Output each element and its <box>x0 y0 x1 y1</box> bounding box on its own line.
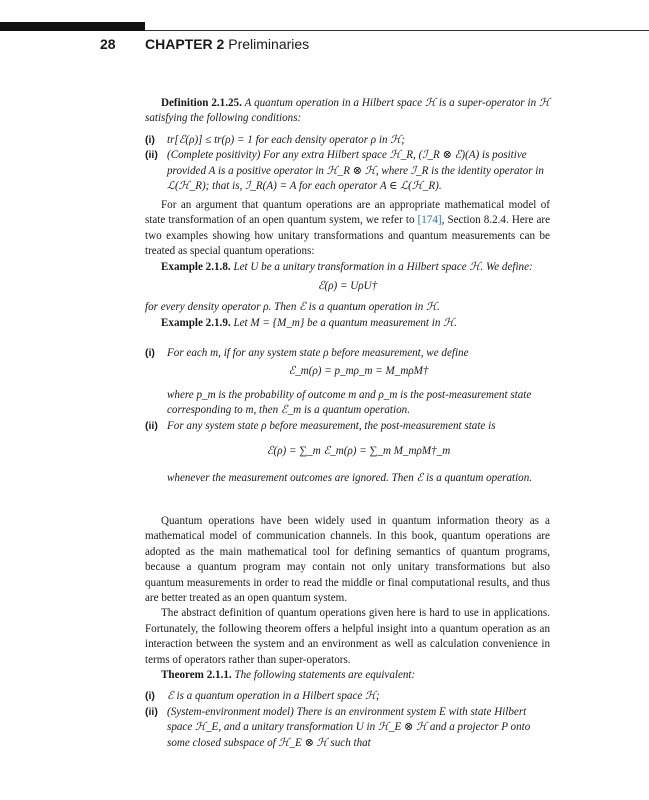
definition-intro <box>145 96 550 127</box>
paragraph-3: The abstract definition of quantum operations given here is hard to use in applications. Fortunately, the following theorem offers a helpful insight into a quantum operation as an interaction between the system and an environment as well as calculation convenience in terms of operators rather than super-operators. <box>145 607 550 666</box>
theorem-list <box>145 689 550 751</box>
header-bar <box>0 22 145 31</box>
definition-item-1-text: tr[ℰ(ρ)] ≤ tr(ρ) = 1 for each density operator ρ in ℋ; <box>167 133 405 146</box>
list-marker: (i) <box>145 690 155 703</box>
example-2-item-1-after: where p_m is the probability of outcome m and ρ_m is the post-measurement state corresponding to m, then ℰ_m is a quantum operation. <box>167 388 532 417</box>
list-marker: (i) <box>145 133 155 146</box>
list-marker: (i) <box>145 347 155 359</box>
theorem-item-2 <box>145 705 550 751</box>
theorem-item-1-text: ℰ is a quantum operation in a Hilbert space ℋ; <box>167 690 380 703</box>
paragraph-1-text: For an argument that quantum operations are an appropriate mathematical model of state transformation of an open quantum system, we refer to <box>145 199 550 227</box>
example-2-item-1-text: For each m, if for any system state ρ before measurement, we define <box>167 347 469 359</box>
page-number: 28 <box>100 36 116 52</box>
example-2-equation-1: ℰ_m(ρ) = p_mρ_m = M_mρM† <box>288 365 429 378</box>
header-rule <box>145 30 649 31</box>
theorem-text: The following statements are equivalent: <box>234 669 416 682</box>
theorem-intro <box>145 668 550 683</box>
chapter-label: CHAPTER 2 <box>145 36 225 52</box>
example-2-list <box>145 346 550 487</box>
theorem-item-2-text: (System-environment model) There is an environment system E with state Hilbert space ℋ_E, and a unitary transformation U in ℋ_E ⊗ ℋ and a projector P onto some closed subspace of ℋ_E ⊗ ℋ such that <box>167 705 531 749</box>
paragraph-1 <box>145 198 550 260</box>
example-2-item-2 <box>145 419 550 487</box>
example-2-equation-2: ℰ(ρ) = ∑_m ℰ_m(ρ) = ∑_m M_mρM†_m <box>266 445 451 458</box>
definition-item-2 <box>145 148 550 194</box>
example-1-intro <box>145 260 550 275</box>
example-2-item-2-after: whenever the measurement outcomes are ignored. Then ℰ is a quantum operation. <box>167 472 533 485</box>
list-marker: (ii) <box>145 149 158 162</box>
running-header <box>145 36 309 52</box>
body-block-1 <box>145 198 550 331</box>
definition-block <box>145 96 550 194</box>
definition-text: A quantum operation in a Hilbert space ℋ is a super-operator in ℋ satisfying the following conditions: <box>145 97 550 125</box>
example-2-label: Example 2.1.9. <box>161 316 231 329</box>
example-1-label: Example 2.1.8. <box>161 260 231 273</box>
example-2-item-2-text: For any system state ρ before measurement, the post-measurement state is <box>167 419 496 432</box>
citation-link[interactable]: [174] <box>417 214 442 227</box>
theorem-item-1 <box>145 689 550 704</box>
example-1-text: Let U be a unitary transformation in a Hilbert space ℋ. We define: <box>233 260 533 273</box>
example-2-text: Let M = {M_m} be a quantum measurement in ℋ. <box>233 316 457 329</box>
example-1-equation: ℰ(ρ) = UρU† <box>317 280 378 293</box>
example-2-intro <box>145 316 550 331</box>
example-1-outro: for every density operator ρ. Then ℰ is a quantum operation in ℋ. <box>145 301 440 314</box>
definition-item-2-text: (Complete positivity) For any extra Hilbert space ℋ_R, (ℐ_R ⊗ ℰ)(A) is positive provided A is a positive operator in ℋ_R ⊗ ℋ, where ℐ_R is the identity operator in ℒ(ℋ_R); that is, ℐ_R(A) = A for each operator A ∈ ℒ(ℋ_R). <box>167 149 544 193</box>
chapter-title: Preliminaries <box>228 36 310 52</box>
paragraph-1-text-end: , Section 8.2.4. Here are two examples showing how unitary transformations and quantum measurements can be treated as special quantum operations: <box>145 214 550 258</box>
example-2-item-1 <box>145 346 550 419</box>
definition-label: Definition 2.1.25. <box>161 97 242 109</box>
body-block-2 <box>145 514 550 751</box>
list-marker: (ii) <box>145 705 158 718</box>
list-marker: (ii) <box>145 419 158 432</box>
definition-list <box>145 133 550 195</box>
definition-item-1 <box>145 133 550 148</box>
paragraph-2: Quantum operations have been widely used in quantum information theory as a mathematical model of communication channels. In this book, quantum operations are adopted as the main mathematical tool for defining semantics of quantum programs, because a quantum program may contain not only unitary transformations but also quantum measurements in order to read the middle or final computational results, and thus are better treated as an open quantum system. <box>145 515 550 605</box>
theorem-label: Theorem 2.1.1. <box>161 669 232 682</box>
